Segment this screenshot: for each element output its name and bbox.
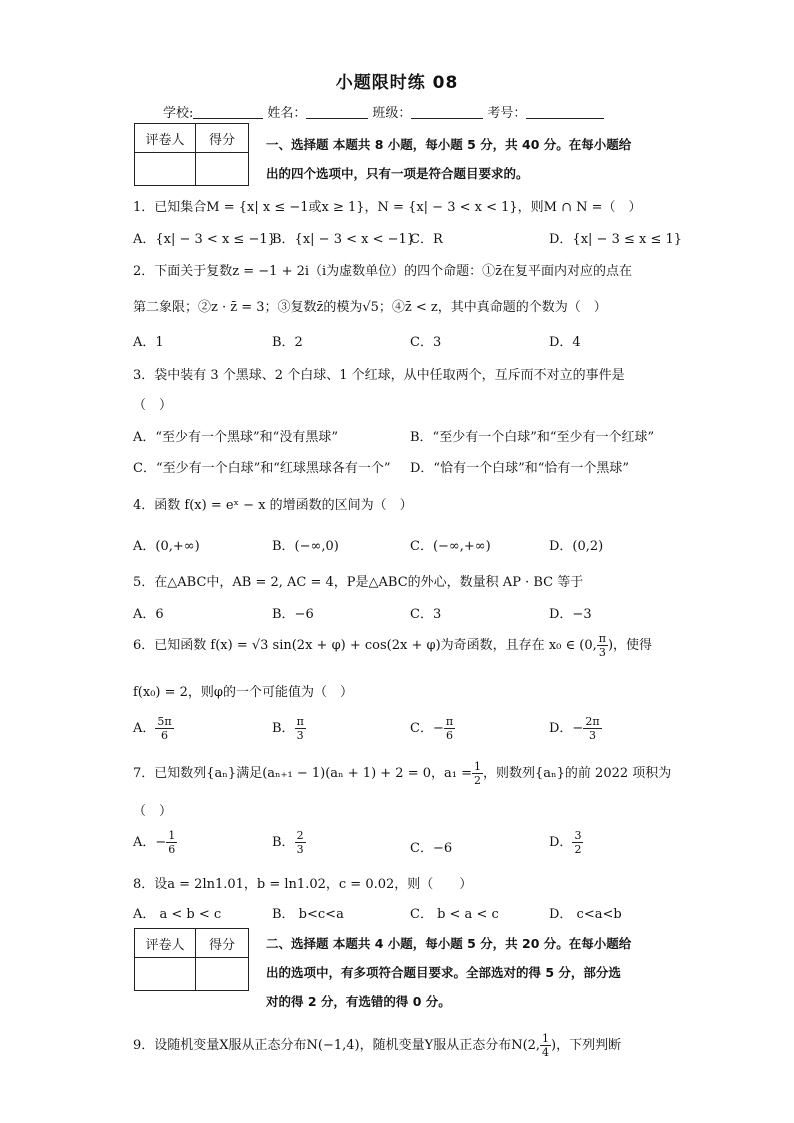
- section-1-line-2: 出的四个选项中，只有一项是符合题目要求的。: [266, 166, 529, 181]
- q6-line-1-pre: 6．已知函数 f(x) = √3 sin(2x + φ) + cos(2x + φ)为奇函数，且存在 x₀ ∈ (0,: [133, 638, 597, 653]
- q6-option-c[interactable]: [410, 715, 455, 742]
- q3-option-b[interactable]: B．“至少有一个白球”和“至少有一个红球”: [410, 430, 655, 445]
- q8-option-b[interactable]: B． b<c<a: [272, 907, 344, 922]
- section-2-heading: [266, 929, 631, 1016]
- frac-den: 3: [296, 843, 304, 856]
- section-1-line-1: 一、选择题 本题共 8 小题，每小题 5 分，共 40 分。在每小题给: [266, 137, 632, 152]
- frac-den: 4: [542, 1046, 550, 1059]
- student-info-line: [163, 102, 608, 121]
- frac-num: π: [445, 715, 454, 728]
- score-header: 得分: [196, 124, 249, 153]
- q6-c-fraction: [444, 715, 455, 742]
- class-blank[interactable]: [411, 106, 483, 119]
- q1-option-c[interactable]: C．R: [410, 232, 443, 247]
- q6-option-b[interactable]: [272, 715, 306, 742]
- q5-option-d[interactable]: D．−3: [549, 607, 592, 622]
- reviewer-cell[interactable]: [135, 153, 196, 186]
- q6-a-fraction: [155, 715, 173, 742]
- frac-num: 2π: [585, 715, 600, 728]
- school-blank[interactable]: [193, 106, 263, 119]
- q2-line-1: 2．下面关于复数z = −1 + 2i（i为虚数单位）的四个命题：①z̄在复平面内对应的点在: [133, 264, 633, 279]
- q3-line-1: 3．袋中装有 3 个黑球、2 个白球、1 个红球，从中任取两个，互斥而不对立的事件是: [133, 368, 625, 383]
- q5-stem: 5．在△ABC中，AB = 2, AC = 4，P是△ABC的外心，数量积 AP · BC 等于: [133, 575, 584, 590]
- q6-line-1: [133, 632, 652, 659]
- score-cell[interactable]: [196, 958, 249, 991]
- frac-num: 1: [474, 760, 481, 773]
- frac-num: π: [598, 632, 606, 645]
- q4-option-b[interactable]: B．(−∞,0): [272, 539, 339, 554]
- exam-no-label: 考号：: [487, 106, 527, 121]
- q6-option-a[interactable]: [133, 715, 174, 742]
- frac-num: 1: [542, 1032, 550, 1045]
- q7-a-fraction: [166, 829, 177, 856]
- frac-den: 3: [598, 646, 606, 659]
- option-label: C．−: [410, 721, 444, 736]
- score-table-section-1: [134, 123, 249, 186]
- option-label: D．: [549, 835, 573, 850]
- q2-option-b[interactable]: B．2: [272, 335, 303, 350]
- q7-option-b[interactable]: [272, 829, 306, 856]
- section-2-line-3: 对的得 2 分，有选错的得 0 分。: [266, 994, 451, 1009]
- q9-stem: [133, 1032, 621, 1059]
- class-label: 班级：: [372, 106, 412, 121]
- q6-d-fraction: [583, 715, 601, 742]
- q7-line-1-pre: 7．已知数列{aₙ}满足(aₙ₊₁ − 1)(aₙ + 1) + 2 = 0，a₁ =: [133, 766, 472, 781]
- score-cell[interactable]: [196, 153, 249, 186]
- frac-num: 2: [296, 829, 304, 842]
- score-table-section-2: [134, 928, 249, 991]
- reviewer-cell[interactable]: [135, 958, 196, 991]
- reviewer-header: 评卷人: [135, 124, 196, 153]
- q5-option-a[interactable]: A．6: [133, 607, 164, 622]
- q9-fraction: [540, 1032, 551, 1059]
- q3-option-c[interactable]: C．“至少有一个白球”和“红球黑球各有一个”: [133, 461, 391, 476]
- option-label: A．: [133, 721, 156, 736]
- q7-line-2: （ ）: [133, 804, 173, 819]
- q7-a1-fraction: [472, 760, 483, 787]
- q7-line-1: [133, 760, 671, 787]
- option-label: D．−: [549, 721, 584, 736]
- q3-line-2: （ ）: [133, 398, 173, 413]
- q1-option-d[interactable]: D．{x| − 3 ≤ x ≤ 1}: [549, 232, 683, 247]
- q9-pre: 9．设随机变量X服从正态分布N(−1,4)，随机变量Y服从正态分布N(2,: [133, 1038, 541, 1053]
- q8-stem: 8．设a = 2ln1.01，b = ln1.02，c = 0.02，则（ ）: [133, 877, 473, 892]
- score-header: 得分: [196, 929, 249, 958]
- q5-option-c[interactable]: C．3: [410, 607, 442, 622]
- reviewer-header: 评卷人: [135, 929, 196, 958]
- exam-no-blank[interactable]: [526, 106, 604, 119]
- q9-post: )，下列判断: [551, 1038, 622, 1053]
- q1-option-a[interactable]: A．{x| − 3 < x ≤ −1}: [133, 232, 276, 247]
- name-blank[interactable]: [306, 106, 368, 119]
- q7-option-a[interactable]: [133, 829, 177, 856]
- q6-option-d[interactable]: [549, 715, 602, 742]
- frac-den: 2: [474, 774, 481, 787]
- q5-option-b[interactable]: B．−6: [272, 607, 314, 622]
- section-2-line-1: 二、选择题 本题共 4 小题，每小题 5 分，共 20 分。在每小题给: [266, 936, 632, 951]
- option-label: B．: [272, 721, 295, 736]
- name-label: 姓名：: [267, 106, 307, 121]
- q7-d-fraction: [572, 829, 583, 856]
- q2-option-a[interactable]: A．1: [133, 335, 164, 350]
- section-1-heading: [266, 130, 631, 188]
- option-label: B．: [272, 835, 295, 850]
- q2-option-d[interactable]: D．4: [549, 335, 581, 350]
- frac-den: 2: [574, 843, 582, 856]
- q7-b-fraction: [295, 829, 306, 856]
- frac-den: 6: [168, 843, 176, 856]
- frac-num: 5π: [157, 715, 172, 728]
- q1-option-b[interactable]: B．{x| − 3 < x < −1}: [272, 232, 416, 247]
- q4-option-a[interactable]: A．(0,+∞): [133, 539, 200, 554]
- frac-den: 3: [588, 729, 596, 742]
- q4-option-c[interactable]: C．(−∞,+∞): [410, 539, 491, 554]
- q4-option-d[interactable]: D．(0,2): [549, 539, 604, 554]
- q6-line-2: f(x₀) = 2，则φ的一个可能值为（ ）: [133, 685, 354, 700]
- q1-stem: 1．已知集合M = {x| x ≤ −1或x ≥ 1}，N = {x| − 3 < x < 1}，则M ∩ N =（ ）: [133, 200, 642, 215]
- school-label: 学校:: [163, 106, 194, 121]
- q4-stem: 4．函数 f(x) = eˣ − x 的增函数的区间为（ ）: [133, 498, 413, 513]
- q6-line-1-post: )，使得: [607, 638, 653, 653]
- q7-line-1-post: ，则数列{aₙ}的前 2022 项积为: [483, 766, 672, 781]
- q7-option-c[interactable]: C．−6: [410, 841, 453, 856]
- q3-option-d[interactable]: D．“恰有一个白球”和“恰有一个黑球”: [410, 461, 630, 476]
- q7-option-d[interactable]: [549, 829, 583, 856]
- frac-num: 1: [168, 829, 176, 842]
- page-title: 小题限时练 08: [335, 73, 459, 93]
- frac-den: 6: [161, 729, 168, 742]
- q6-b-fraction: [295, 715, 306, 742]
- q6-interval-fraction: [597, 632, 608, 659]
- frac-num: 3: [574, 829, 582, 842]
- section-2-line-2: 出的选项中，有多项符合题目要求。全部选对的得 5 分，部分选: [266, 965, 621, 980]
- frac-den: 3: [296, 729, 304, 742]
- q3-option-a[interactable]: A．“至少有一个黑球”和“没有黑球”: [133, 430, 338, 445]
- q8-option-c[interactable]: C． b < a < c: [410, 907, 499, 922]
- option-label: A．−: [133, 835, 167, 850]
- frac-num: π: [296, 715, 304, 728]
- q2-option-c[interactable]: C．3: [410, 335, 442, 350]
- q8-option-d[interactable]: D． c<a<b: [549, 907, 622, 922]
- q8-option-a[interactable]: A． a < b < c: [133, 907, 222, 922]
- frac-den: 6: [445, 729, 453, 742]
- q2-line-2: 第二象限；②z · z̄ = 3；③复数z̄的模为√5；④z̄ < z，其中真命题的个数为（ ）: [133, 300, 607, 315]
